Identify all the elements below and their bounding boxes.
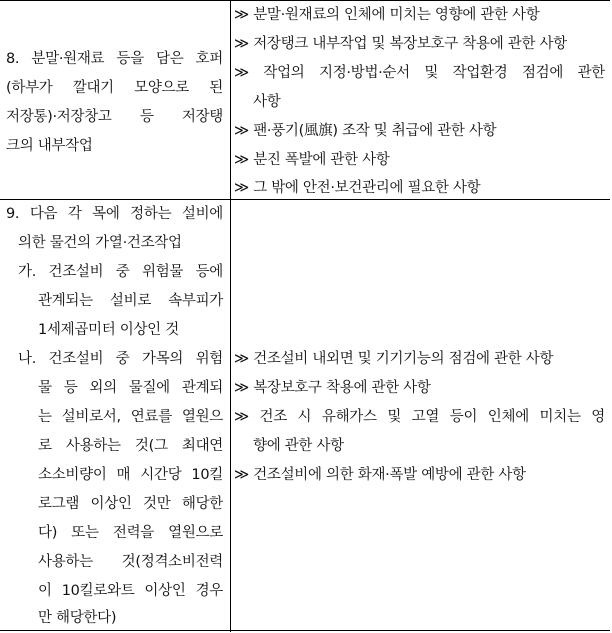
task-cell — [0, 1, 230, 200]
task-text-line: 1세제곱미터 이상인 것 — [38, 322, 179, 338]
content-item: ≫ 분말·원재료의 인체에 미치는 영향에 관한 사항 — [234, 7, 540, 23]
task-text-line: 이 10킬로와트 이상인 경우 — [38, 583, 223, 599]
content-item: ≫ 저장탱크 내부작업 및 복장보호구 착용에 관한 사항 — [234, 36, 567, 52]
task-text-line: 8. 분말·원재료 등을 담은 호퍼 — [6, 51, 223, 67]
task-text-line: 나. 건조설비 중 가목의 위험 — [18, 351, 223, 367]
task-cell — [0, 200, 230, 631]
task-text-line: 는 설비로서, 연료를 열원으 — [38, 409, 223, 425]
task-text-line: 물 등 외의 물질에 관계되 — [38, 380, 223, 396]
task-text-line: 사용하는 것(정격소비전력 — [38, 554, 223, 570]
content-item-continuation: 사항 — [253, 94, 281, 110]
content-cell — [231, 1, 610, 200]
task-text-line: 다) 또는 전력을 열원으로 — [38, 525, 223, 541]
content-item: ≫ 건조설비 내외면 및 기기기능의 점검에 관한 사항 — [234, 351, 554, 367]
task-text-line: 소소비량이 매 시간당 10킬 — [38, 467, 223, 483]
content-item: ≫ 복장보호구 착용에 관한 사항 — [234, 380, 431, 396]
content-item: ≫ 작업의 지정·방법·순서 및 작업환경 점검에 관한 — [234, 65, 605, 81]
content-item-continuation: 향에 관한 사항 — [253, 438, 344, 454]
task-text-line: 저장통)·저장창고 등 저장탱 — [6, 109, 223, 125]
task-text-line: 로그램 이상인 것만 해당한 — [38, 496, 223, 512]
task-text-line: (하부가 깔대기 모양으로 된 — [6, 80, 223, 96]
table-row — [0, 200, 610, 631]
content-item: ≫ 그 밖에 안전·보건관리에 필요한 사항 — [234, 180, 481, 196]
content-item: ≫ 팬·풍기(風旗) 조작 및 취급에 관한 사항 — [234, 123, 497, 139]
task-text-line: 9. 다음 각 목에 정하는 설비에 — [6, 206, 223, 222]
task-text-line: 크의 내부작업 — [6, 138, 93, 154]
content-cell — [231, 200, 610, 631]
content-item: ≫ 건조설비에 의한 화재·폭발 예방에 관한 사항 — [234, 467, 526, 483]
task-text-line: 가. 건조설비 중 위험물 등에 — [18, 264, 223, 280]
table-row — [0, 1, 610, 200]
content-item: ≫ 건조 시 유해가스 및 고열 등이 인체에 미치는 영 — [234, 409, 605, 425]
content-item: ≫ 분진 폭발에 관한 사항 — [234, 152, 390, 168]
task-text-line: 의한 물건의 가열·건조작업 — [18, 235, 182, 251]
task-text-line: 만 해당한다) — [38, 610, 117, 626]
task-text-line: 관계되는 설비로 속부피가 — [38, 293, 223, 309]
task-text-line: 로 사용하는 것(그 최대연 — [38, 438, 223, 454]
